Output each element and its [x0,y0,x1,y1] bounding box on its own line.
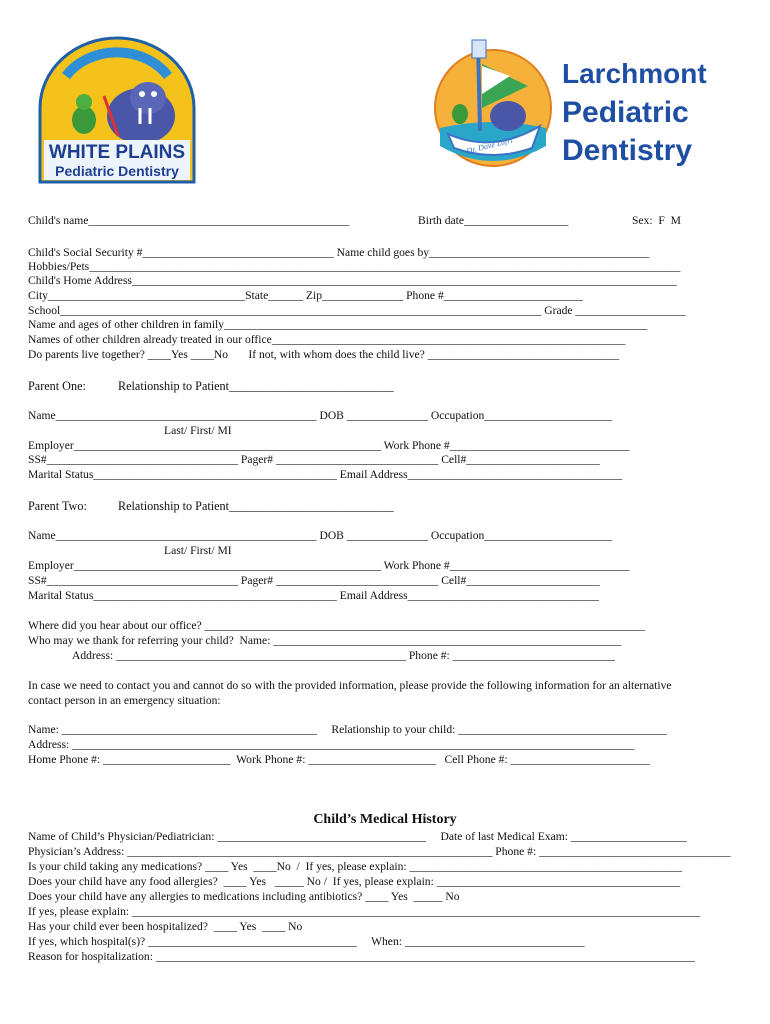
parent-one-name-hint: Last/ First/ MI [164,424,232,437]
childs-name-field[interactable]: Child's name_____________________________________________ [28,214,350,227]
parent-two-heading: Parent Two: [28,499,87,513]
hospitalization-reason-field[interactable]: Reason for hospitalization: _____________________________________________________________________________________________ [28,950,695,963]
emergency-address-field[interactable]: Address: _________________________________________________________________________________________________ [28,738,635,751]
emergency-instructions: In case we need to contact you and cannot do so with the provided information, please provide the following information for an alternative [28,679,672,692]
emergency-phones-field[interactable]: Home Phone #: ______________________ Work Phone #: ______________________ Cell Phone #: ________________________ [28,753,650,766]
parent-two-marital-field[interactable]: Marital Status__________________________________________ Email Address_________________________________ [28,589,599,602]
right-logo-line1: Larchmont [562,58,707,89]
parents-live-together-field[interactable]: Do parents live together? ____Yes ____No If not, with whom does the child live? _________________________________ [28,348,620,361]
parent-two-employer-field[interactable]: Employer_____________________________________________________ Work Phone #_______________________________ [28,559,630,572]
left-logo-line1: WHITE PLAINS [48,142,186,163]
parent-two-name-field[interactable]: Name_____________________________________________ DOB ______________ Occupation______________________ [28,529,612,542]
parent-one-heading: Parent One: [28,379,86,393]
parent-one-ss-field[interactable]: SS#_________________________________ Pager# ____________________________ Cell#_______________________ [28,453,600,466]
walrus-icon [490,101,526,131]
referrer-name-field[interactable]: Who may we thank for referring your child? Name: ____________________________________________________________ [28,634,622,647]
white-plains-logo [36,36,198,184]
left-logo-line2: Pediatric Dentistry [55,163,179,179]
emergency-name-field[interactable]: Name: ____________________________________________ Relationship to your child: ____________________________________ [28,723,667,736]
sex-field[interactable]: Sex: F M [632,214,681,227]
parent-one-relationship-field[interactable]: Relationship to Patient___________________________ [118,379,394,393]
hobbies-field[interactable]: Hobbies/Pets______________________________________________________________________________________________________ [28,260,681,273]
birth-date-field[interactable]: Birth date__________________ [418,214,569,227]
turtle-icon [452,104,468,124]
boat-text: Dr. Dave Zufri [465,135,514,156]
parent-one-marital-field[interactable]: Marital Status__________________________________________ Email Address_____________________________________ [28,468,623,481]
allergy-explanation-field[interactable]: If yes, please explain: __________________________________________________________________________________________________ [28,905,701,918]
parent-one-name-field[interactable]: Name_____________________________________________ DOB ______________ Occupation______________________ [28,409,612,422]
parent-two-relationship-field[interactable]: Relationship to Patient___________________________ [118,499,394,513]
parent-one-employer-field[interactable]: Employer_____________________________________________________ Work Phone #_______________________________ [28,439,630,452]
other-children-field[interactable]: Name and ages of other children in family_________________________________________________________________________ [28,318,648,331]
hospitalized-field[interactable]: Has your child ever been hospitalized? ____ Yes ____ No [28,920,303,933]
larchmont-logo [428,36,708,178]
turtle-icon [72,106,96,134]
emergency-instructions-cont: contact person in an emergency situation: [28,694,221,707]
medication-allergies-field[interactable]: Does your child have any allergies to medications including antibiotics? ____ Yes _____ No [28,890,460,903]
ssn-nickname-field[interactable]: Child's Social Security #_________________________________ Name child goes by______________________________________ [28,246,650,259]
parent-two-name-hint: Last/ First/ MI [164,544,232,557]
parent-two-ss-field[interactable]: SS#_________________________________ Pager# ____________________________ Cell#_______________________ [28,574,600,587]
city-state-zip-phone-field[interactable]: City__________________________________State______ Zip______________ Phone #________________________ [28,289,583,302]
hospital-when-field[interactable]: If yes, which hospital(s)? ____________________________________ When: _______________________________ [28,935,585,948]
medical-history-title: Child’s Medical History [313,812,457,827]
treated-children-field[interactable]: Names of other children already treated in our office_____________________________________________________________ [28,333,626,346]
physician-address-field[interactable]: Physician’s Address: _______________________________________________________________ Phone #: _________________________________ [28,845,731,858]
referral-source-field[interactable]: Where did you hear about our office? ____________________________________________________________________________ [28,619,646,632]
home-address-field[interactable]: Child's Home Address______________________________________________________________________________________________ [28,274,677,287]
right-logo-line2: Pediatric [562,96,689,129]
right-logo-line3: Dentistry [562,134,693,167]
school-grade-field[interactable]: School___________________________________________________________________________________ Grade ___________________ [28,304,686,317]
physician-field[interactable]: Name of Child’s Physician/Pediatrician: ____________________________________ Date of last Medical Exam: ____________________ [28,830,687,843]
referrer-address-field[interactable]: Address: __________________________________________________ Phone #: ____________________________ [72,649,615,662]
food-allergies-field[interactable]: Does your child have any food allergies? ____ Yes _____ No / If yes, please explain: __________________________________________ [28,875,681,888]
medications-field[interactable]: Is your child taking any medications? ____ Yes ____No / If yes, please explain: _______________________________________________ [28,860,683,873]
